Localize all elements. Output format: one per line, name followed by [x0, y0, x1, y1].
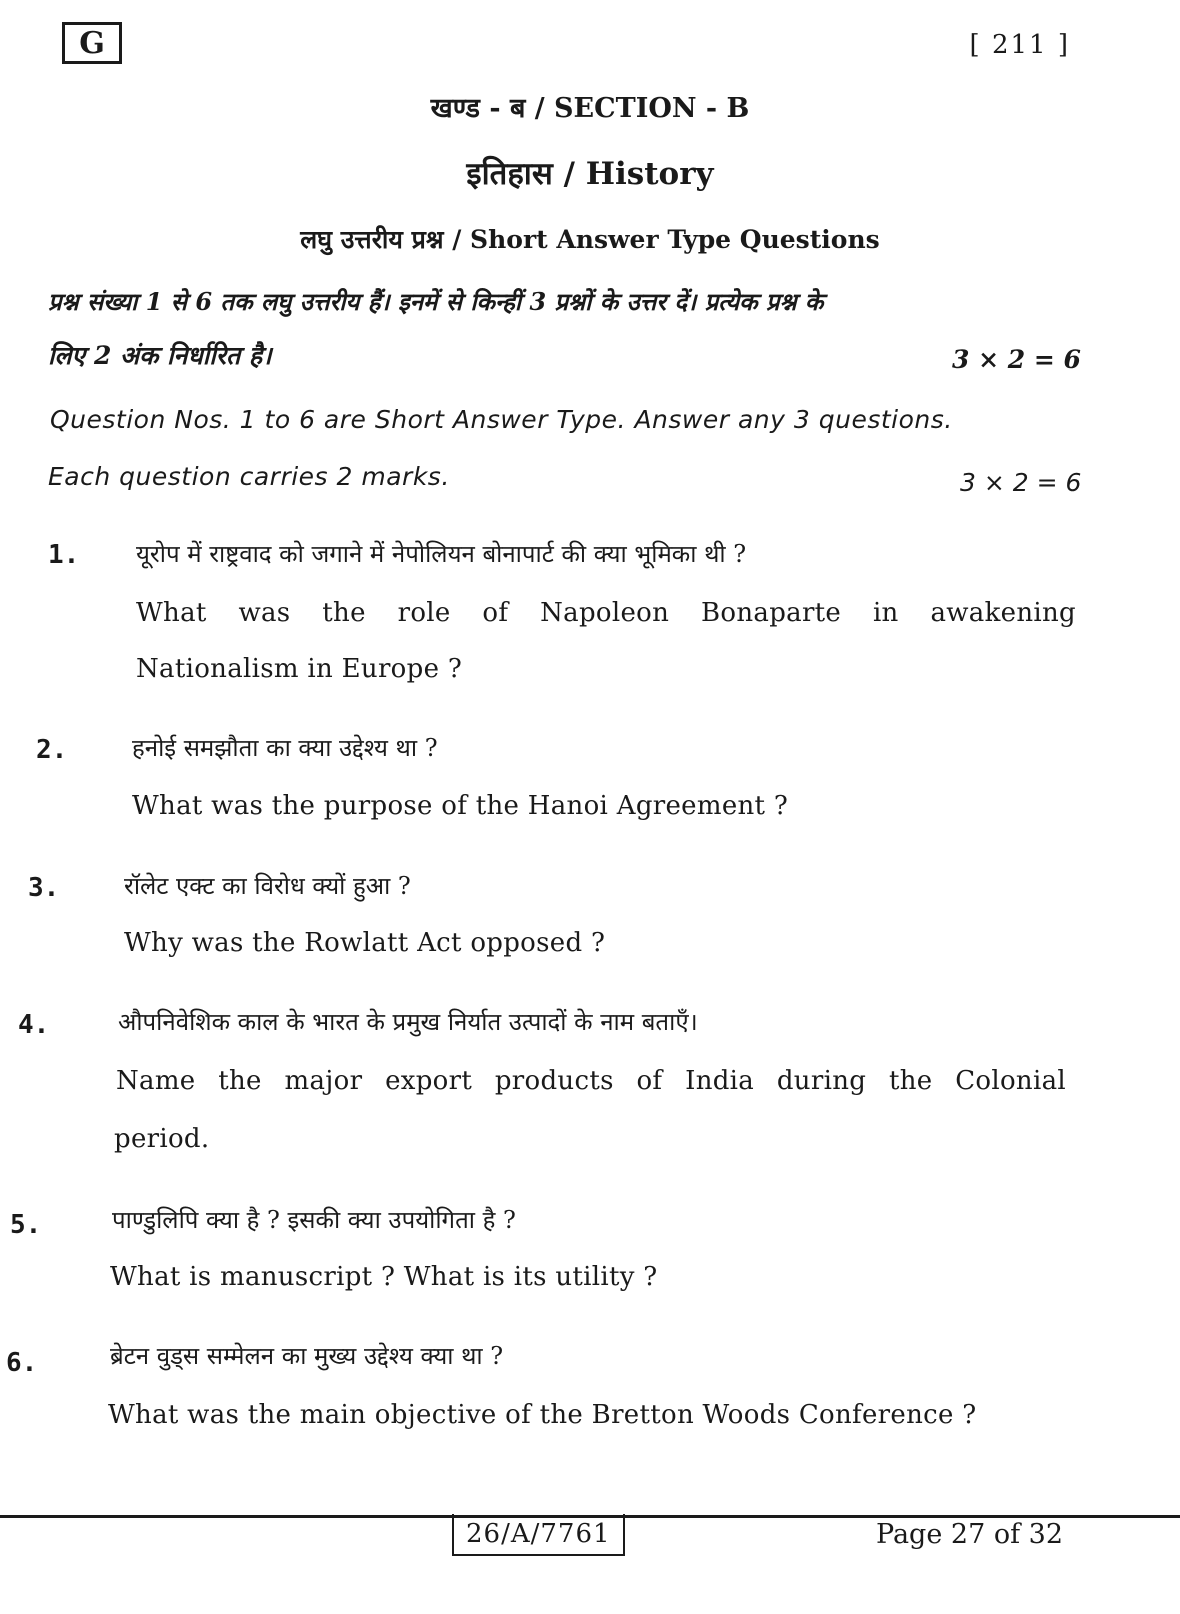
- set-code: G: [79, 25, 105, 61]
- page-number: Page 27 of 32: [876, 1519, 1064, 1550]
- subject-heading: इतिहास / History: [466, 156, 714, 192]
- instruction-hindi-line2: लिए 2 अंक निर्धारित है।: [48, 341, 272, 370]
- question-english: period.: [114, 1124, 210, 1154]
- question-number: 2.: [36, 735, 68, 765]
- question-number: 6.: [6, 1348, 38, 1378]
- question-english: What was the main objective of the Bretton Woods Conference ?: [108, 1400, 977, 1430]
- question-hindi: पाण्डुलिपि क्या है ? इसकी क्या उपयोगिता है ?: [112, 1206, 516, 1234]
- booklet-code: 26/A/7761: [466, 1519, 611, 1549]
- question-english: Nationalism in Europe ?: [136, 654, 463, 684]
- question-number: 3.: [28, 873, 60, 903]
- instruction-hindi-line1: प्रश्न संख्या 1 से 6 तक लघु उत्तरीय हैं। इनमें से किन्हीं 3 प्रश्नों के उत्तर दें। प्रत्येक प्रश्न के: [48, 287, 824, 316]
- question-english: Why was the Rowlatt Act opposed ?: [124, 928, 606, 958]
- question-english: Name the major export products of India during the Colonial: [116, 1066, 1066, 1096]
- question-number: 5.: [10, 1210, 42, 1240]
- question-english: What was the role of Napoleon Bonaparte in awakening: [136, 598, 1076, 628]
- question-number: 4.: [18, 1010, 50, 1040]
- booklet-code-box: [452, 1514, 625, 1556]
- instruction-hindi-marks: 3 × 2 = 6: [952, 345, 1081, 374]
- question-hindi: ब्रेटन वुड्स सम्मेलन का मुख्य उद्देश्य क्या था ?: [110, 1342, 504, 1370]
- question-number: 1.: [48, 540, 80, 570]
- instruction-english-line2: Each question carries 2 marks.: [48, 462, 450, 491]
- section-heading: खण्ड - ब / SECTION - B: [430, 93, 750, 124]
- set-code-box: [62, 22, 122, 64]
- question-hindi: औपनिवेशिक काल के भारत के प्रमुख निर्यात उत्पादों के नाम बताएँ।: [118, 1008, 698, 1036]
- question-hindi: हनोई समझौता का क्या उद्देश्य था ?: [132, 734, 438, 762]
- question-english: What was the purpose of the Hanoi Agreement ?: [132, 791, 789, 821]
- paper-code: [ 211 ]: [969, 30, 1070, 60]
- question-hindi: रॉलेट एक्ट का विरोध क्यों हुआ ?: [124, 872, 411, 900]
- question-type-heading: लघु उत्तरीय प्रश्न / Short Answer Type Questions: [300, 225, 880, 254]
- instruction-english-marks: 3 × 2 = 6: [960, 468, 1082, 497]
- question-english: What is manuscript ? What is its utility ?: [110, 1262, 658, 1292]
- question-hindi: यूरोप में राष्ट्रवाद को जगाने में नेपोलियन बोनापार्ट की क्या भूमिका थी ?: [136, 540, 747, 568]
- instruction-english-line1: Question Nos. 1 to 6 are Short Answer Type. Answer any 3 questions.: [50, 405, 953, 434]
